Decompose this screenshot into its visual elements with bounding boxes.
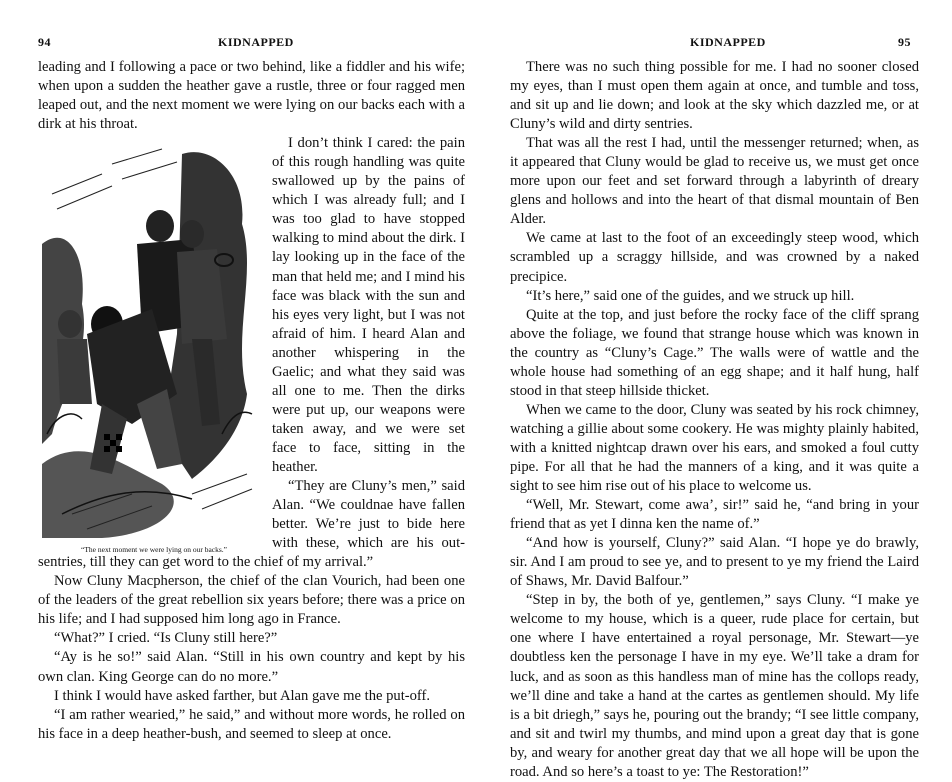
paragraph: “And how is yourself, Cluny?” said Alan. “I hope ye do brawly, sir. And I am proud to see ye, and to present to ye my friend the Laird of Shaws, Mr. David Balfour.”	[510, 535, 919, 590]
paragraph: “Step in by, the both of ye, gentlemen,” says Cluny. “I make ye welcome to my house, which is a queer, rude place for certain, but one where I have entertained a royal personage, Mr. Stewart—ye doubtless ken the personage I have in my eye. We’ll take a dram for luck, and as soon as this handless man of mine has the collops ready, we’ll dine and take a hand at the cartes as gentlemen should. My life is a bit driegh,” says he, pouring out the brandy; “I see little company, and sit and twirl my thumbs, and mind upon a great day that is gone by, and weary for another great day that we all hope will be upon the road. And so here’s a toast to ye: The Restoration!”	[510, 592, 919, 780]
figure-caption: “The next moment we were lying on our backs.”	[81, 545, 227, 555]
right-page-text	[510, 58, 919, 782]
paragraph: “They are Cluny’s men,” said Alan. “We couldnae have fallen better. We’re just to bide here with these, which are his out-sentries, till they can get word to the chief of my arrival.”	[38, 478, 465, 571]
paragraph: I think I would have asked farther, but Alan gave me the put-off.	[54, 687, 431, 704]
paragraph: That was all the rest I had, until the messenger returned; when, as it appeared that Cluny would be glad to receive us, we must get once more upon our feet and set forward through a labyrinth of dreary glens and hollows and into the heart of that dismal mountain of Ben Alder.	[510, 135, 919, 228]
paragraph: Quite at the top, and just before the rocky face of the cliff sprang above the foliage, we found that strange house which was known in the country as “Cluny’s Cage.” The walls were of wattle and the whole house had something of an egg shape; and it half hung, half stood in that steep hillside thicket.	[510, 306, 919, 399]
paragraph: Now Cluny Macpherson, the chief of the clan Vourich, had been one of the leaders of the great rebellion six years before; there was a price on his life; and I had supposed him long ago in France.	[38, 573, 465, 628]
paragraph: “Well, Mr. Stewart, come awa’, sir!” said he, “and bring in your friend that as yet I dinna ken the name of.”	[510, 497, 919, 533]
paragraph: leading and I following a pace or two behind, like a fiddler and his wife; when upon a sudden the heather gave a rustle, three or four ragged men leaped out, and the next moment we were lying on our backs each with a dirk at his throat.	[38, 59, 465, 133]
paragraph: There was no such thing possible for me. I had no sooner closed my eyes, than I must open them again at once, and tumble and toss, and sit up and lie down; and look at the sky which dazzled me, or at Cluny’s wild and dirty sentries.	[510, 59, 919, 133]
scuffle-illustration-image	[42, 134, 254, 540]
illustration	[38, 134, 262, 555]
left-page-text	[38, 58, 465, 744]
paragraph: When we came to the door, Cluny was seated by his rock chimney, watching a gillie about some cookery. He was mighty plainly habited, with a knitted nightcap drawn over his ears, and smoked a foul cutty pipe. For all that he had the manners of a king, and it was quite a sight to see him rise out of his place to welcome us.	[510, 401, 919, 495]
paragraph: We came at last to the foot of an exceedingly steep wood, which scrambled up a scraggy hillside, and was crowned by a naked precipice.	[510, 230, 919, 285]
left-page	[0, 0, 476, 742]
right-page	[476, 0, 952, 780]
page-number-left: 94	[38, 35, 51, 49]
paragraph: I don’t think I cared: the pain of this rough handling was quite swallowed up by the pains of which I was already full; and I was too glad to have stopped walking to mind about the dirk. I lay looking up in the face of the man that held me; and I mind his face was black with the sun and his eyes very light, but I was not afraid of him. I heard Alan and another whispering in the Gaelic; and what they said was all one to me. Then the dirks were put up, our weapons were taken away, and we were set face to face, sitting in the heather.	[272, 135, 465, 475]
running-head-right: KIDNAPPED	[690, 35, 766, 49]
running-head-left: KIDNAPPED	[218, 35, 294, 49]
paragraph: “It’s here,” said one of the guides, and we struck up hill.	[526, 287, 855, 304]
paragraph: “Ay is he so!” said Alan. “Still in his own country and kept by his own clan. King George can do no more.”	[38, 649, 465, 685]
paragraph: “I am rather wearied,” he said,” and without more words, he rolled on his face in a deep heather-bush, and seemed to sleep at once.	[38, 706, 465, 742]
paragraph: “What?” I cried. “Is Cluny still here?”	[54, 630, 278, 647]
page-number-right: 95	[898, 35, 911, 49]
